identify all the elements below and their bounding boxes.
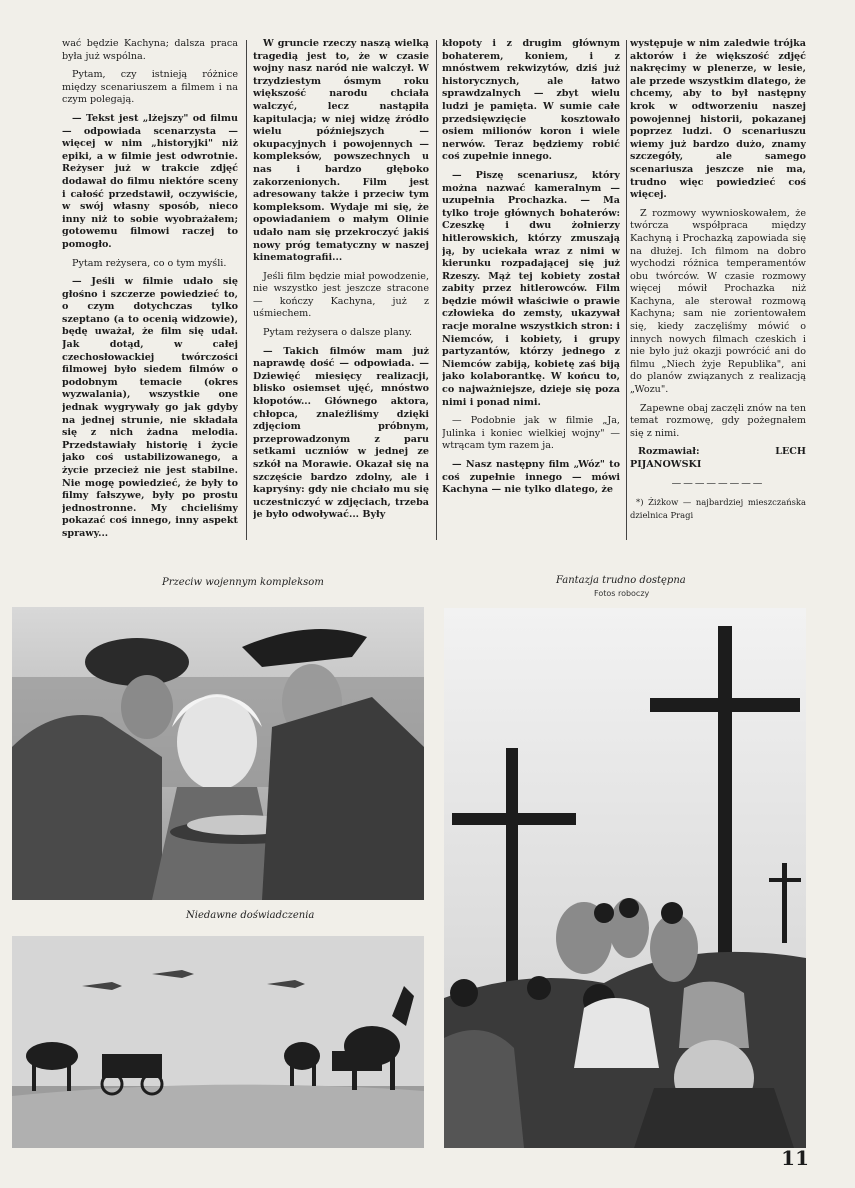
column-3: [442, 38, 620, 548]
photo-crosses-crowd: [444, 608, 806, 1148]
column-2-paragraph: Jeśli film będzie miał powodzenie, nie wszystko jest jeszcze stracone — kończy Kachyna, już z uśmiechem.: [253, 270, 429, 320]
caption-right-top: Fantazja trudno dostępna: [556, 575, 686, 586]
column-4-paragraph: ————————: [671, 477, 765, 489]
column-divider-3: [626, 40, 627, 540]
column-1-paragraph: — Tekst jest „lżejszy" od filmu — odpowiada scenarzysta — więcej w nim „historyjki" niż epiki, a w filmie jest odwrotnie. Reżyser już w trakcie zdjęć dodawał do filmu niektóre sceny i całość przedstawił, oczywiście, w swój własny sposób, nieco inny niż to sobie wyobrażałem; gotowemu filmowi raczej to pomogło.: [62, 112, 238, 250]
column-divider-1: [246, 40, 247, 540]
column-1-paragraph: Pytam reżysera, co o tym myśli.: [72, 257, 227, 269]
column-1-paragraph: — Jeśli w filmie udało się głośno i szczerze powiedzieć to, o czym dotychczas tylko szeptano (a to ocenią widzowie), będę uważał, że film się udał. Jak dotąd, w całej czechosłowackiej twórczości filmowej było siedem filmów o podobnym temacie (okres wyzwalania), wszystkie one jednak wygrywały go jak gdyby na jednej strunie, nie składała się z nich żadna melodia. Przedstawiały historię i życie jako coś ustabilizowanego, a życie przecież nie jest stabilne. Nie mogę powiedzieć, że były to filmy fałszywe, były po prostu jednostronne. My chcieliśmy pokazać coś innego, inny aspekt sprawy...: [62, 276, 238, 539]
column-2-paragraph: W gruncie rzeczy naszą wielką tragedią jest to, że w czasie wojny nasz naród nie walczył. W trzydziestym ósmym roku większość narodu chciała walczyć, lecz nastąpiła kapitulacja; w niej widzę źródło wielu późniejszych — okupacyjnych i powojennych — kompleksów, powszechnych u nas i bardzo głęboko zakorzenionych. Film jest adresowany także i przeciw tym kompleksom. Wydaje mi się, że opowiadaniem o małym Olinie udało nam się przekroczyć jakiś nowy próg tematyczny w naszej kinematografii...: [253, 38, 429, 264]
column-2: [253, 38, 429, 548]
page-number: 11: [781, 1146, 809, 1170]
column-4: [630, 38, 806, 548]
column-2-paragraph: Pytam reżysera o dalsze plany.: [263, 327, 413, 339]
caption-left-top: Przeciw wojennym kompleksom: [162, 577, 324, 588]
column-2-paragraph: — Takich filmów mam już naprawdę dość — odpowiada. — Dziewięć miesięcy realizacji, blisko osiemset ujęć, mnóstwo kłopotów... Głównego aktora, chłopca, znaleźliśmy dzięki zdjęciom próbnym, przeprowadzonym z paru setkami uczniów w jednej ze szkół na Morawie. Okazał się na szczęście bardzo zdolny, ale i kapryśny: gdy nie chciało mu się uczestniczyć w zdjęciach, trzeba je było odwoływać... Były: [253, 345, 429, 521]
column-4-paragraph: występuje w nim zaledwie trójka aktorów i że większość zdjęć nakręcimy w plenerze, w lesie, ale przede wszystkim dlatego, że chcemy, aby to był następny krok w odtworzeniu naszej powojennej historii, pokazanej poprzez ludzi. O scenariuszu wiemy już bardzo dużo, znamy szczegóły, ale samego scenariusza jeszcze nie ma, trudno więc powiedzieć coś więcej.: [630, 38, 806, 201]
caption-left-middle: Niedawne doświadczenia: [186, 910, 315, 921]
photo-soldiers-woman: [12, 607, 424, 900]
column-4-paragraph: Zapewne obaj zaczęli znów na ten temat rozmowę, gdy pożegnałem się z nimi.: [630, 402, 806, 439]
column-1-paragraph: Pytam, czy istnieją różnice między scenariuszem a filmem i na czym polegają.: [62, 69, 238, 106]
column-3-paragraph: — Podobnie jak w filmie „Ja, Julinka i koniec wielkiej wojny" — wtrącam tym razem ja.: [442, 415, 620, 452]
column-3-paragraph: — Piszę scenariusz, który można nazwać kameralnym — uzupełnia Prochazka. — Ma tylko troje głównych bohaterów: Czeszkę i dwu żołnierzy hitlerowskich, którzy zmuszają ją, by uciekała wraz z nimi w kierunku rozpadającej się już Rzeszy. Mąż tej kobiety został zabity przez hitlerowców. Film będzie mówił właściwie o prawie człowieka do zemsty, ukazywał racje moralne wszystkich stron: i Niemców, i kobiety, i grupy partyzantów, którzy jednego z Niemców zabiją, kobietę zaś biją jako kolaborantkę. W końcu to, co najważniejsze, dzieje się poza nimi i ponad nimi.: [442, 169, 620, 408]
column-1-paragraph: wać będzie Kachyna; dalsza praca była już wspólna.: [62, 38, 238, 62]
column-divider-2: [436, 40, 437, 540]
column-3-paragraph: — Nasz następny film „Wóz" to coś zupełnie innego — mówi Kachyna — nie tylko dlatego, że: [442, 459, 620, 496]
photo-horses-planes: [12, 936, 424, 1148]
column-3-paragraph: kłopoty i z drugim głównym bohaterem, koniem, i z mnóstwem rekwizytów, dziś już historycznych, ale łatwo sprawdzalnych — zbyt wielu ludzi je pamięta. W sumie całe przedsięwzięcie kosztowało osiem milionów koron i wiele nerwów. Teraz będziemy robić coś zupełnie innego.: [442, 38, 620, 163]
column-1: [62, 38, 238, 548]
column-4-paragraph: Z rozmowy wywnioskowałem, że twórcza współpraca między Kachyną i Prochazką zapowiada się na dłużej. Ich filmom na dobro wychodzi różnica temperamentów obu twórców. W czasie rozmowy więcej mówił Prochazka niż Kachyna, ale sterował rozmową Kachyna; sam nie zorientowałem się, kiedy zaczęliśmy mówić o innych nowych filmach czeskich i nie było już okazji powrócić ani do filmu „Niech żyje Republika", ani do planów związanych z realizacją „Wozu".: [630, 207, 806, 396]
column-4-paragraph: *) Żiżkow — najbardziej mieszczańska dzielnica Pragi: [630, 497, 806, 520]
column-4-paragraph: Rozmawiał: LECH PIJANOWSKI: [630, 446, 806, 470]
photo-credit: Fotos roboczy: [594, 589, 650, 598]
